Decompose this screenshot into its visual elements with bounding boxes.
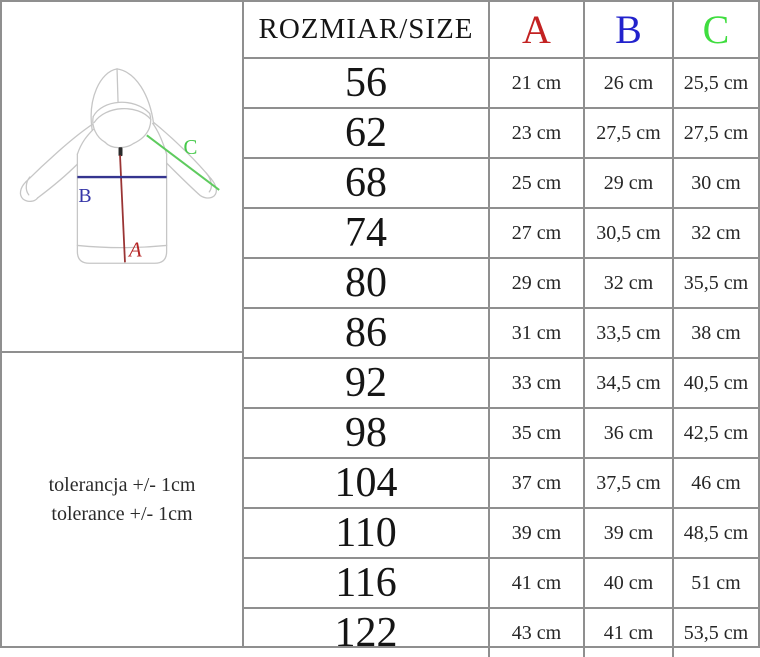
size-cell: 122 (244, 607, 488, 657)
measurement-c: 27,5 cm (672, 107, 758, 157)
measurement-c: 32 cm (672, 207, 758, 257)
measurement-a: 25 cm (488, 157, 583, 207)
size-cell: 92 (244, 357, 488, 407)
measurement-a: 29 cm (488, 257, 583, 307)
left-cuff-band (26, 177, 30, 195)
measurement-a: 21 cm (488, 57, 583, 107)
measurement-a: 39 cm (488, 507, 583, 557)
measure-line-a (120, 155, 125, 262)
measurement-b: 37,5 cm (583, 457, 672, 507)
table-header-size: ROZMIAR/SIZE (258, 13, 474, 45)
measurement-c: 40,5 cm (672, 357, 758, 407)
measurement-c: 30 cm (672, 157, 758, 207)
hood-outline (91, 69, 154, 130)
size-cell: 68 (244, 157, 488, 207)
diagram-label-c: C (183, 135, 198, 160)
hood-rim-inner (94, 109, 151, 123)
measurement-b: 30,5 cm (583, 207, 672, 257)
measurement-b: 41 cm (583, 607, 672, 657)
size-cell: 86 (244, 307, 488, 357)
measurement-a: 35 cm (488, 407, 583, 457)
measurement-c: 48,5 cm (672, 507, 758, 557)
size-cell: 62 (244, 107, 488, 157)
measurement-c: 42,5 cm (672, 407, 758, 457)
measurement-b: 34,5 cm (583, 357, 672, 407)
size-cell: 74 (244, 207, 488, 257)
size-cell: 104 (244, 457, 488, 507)
left-panel (2, 2, 244, 646)
table-header-a: A (488, 2, 583, 57)
size-cell: 98 (244, 407, 488, 457)
right-sleeve-bottom (167, 163, 199, 194)
measurement-c: 53,5 cm (672, 607, 758, 657)
measurement-b: 27,5 cm (583, 107, 672, 157)
jacket-diagram-cell (2, 2, 242, 353)
measurement-a: 27 cm (488, 207, 583, 257)
zipper-pull (119, 147, 123, 156)
measurement-c: 38 cm (672, 307, 758, 357)
left-cuff (20, 182, 37, 201)
measurement-a: 43 cm (488, 607, 583, 657)
collar-line (105, 142, 134, 147)
measurement-a: 37 cm (488, 457, 583, 507)
measurement-c: 46 cm (672, 457, 758, 507)
hood-rim-right (134, 114, 151, 144)
measurement-b: 33,5 cm (583, 307, 672, 357)
table-header-b: B (583, 2, 672, 57)
tolerance-note (2, 353, 242, 646)
hood-center-seam (117, 69, 118, 102)
measurement-a: 31 cm (488, 307, 583, 357)
measurement-a: 33 cm (488, 357, 583, 407)
left-sleeve-bottom (38, 164, 78, 198)
tolerance-line-pl: tolerancja +/- 1cm (48, 473, 196, 496)
diagram-label-b: B (78, 184, 92, 207)
left-sleeve-top (26, 124, 92, 182)
measurement-b: 26 cm (583, 57, 672, 107)
table-header-c: C (672, 2, 758, 57)
tolerance-line-en: tolerance +/- 1cm (51, 502, 193, 525)
measurement-c: 25,5 cm (672, 57, 758, 107)
measurement-b: 40 cm (583, 557, 672, 607)
size-cell: 116 (244, 557, 488, 607)
measurement-a: 41 cm (488, 557, 583, 607)
measurement-b: 39 cm (583, 507, 672, 557)
hem-band (77, 245, 166, 247)
diagram-label-a: A (128, 237, 142, 262)
measurement-b: 29 cm (583, 157, 672, 207)
size-cell: 110 (244, 507, 488, 557)
measurement-c: 35,5 cm (672, 257, 758, 307)
measurement-b: 36 cm (583, 407, 672, 457)
size-cell: 56 (244, 57, 488, 107)
jacket-diagram (2, 2, 242, 353)
size-table (244, 2, 758, 656)
size-cell: 80 (244, 257, 488, 307)
measurement-a: 23 cm (488, 107, 583, 157)
measurement-b: 32 cm (583, 257, 672, 307)
hood-rim-left (93, 117, 105, 143)
measurement-c: 51 cm (672, 557, 758, 607)
